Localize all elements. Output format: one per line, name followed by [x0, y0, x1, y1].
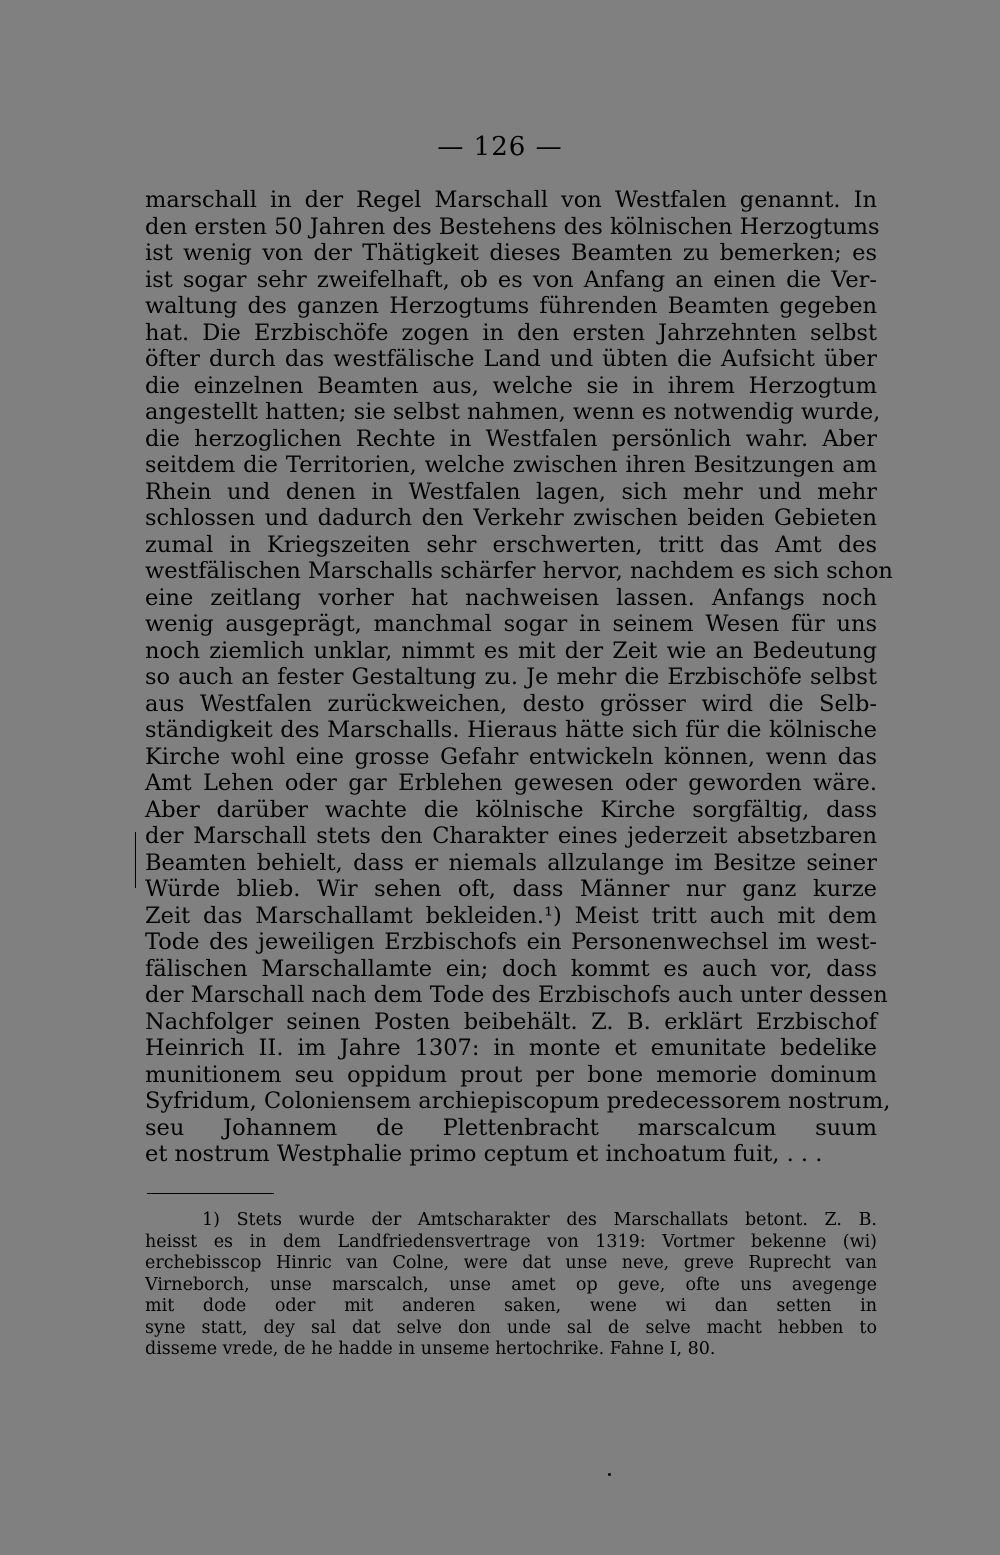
text-line: schlossen und dadurch den Verkehr zwischen beiden Gebieten — [145, 505, 877, 531]
text-line: munitionem seu oppidum prout per bone memorie dominum — [145, 1061, 877, 1088]
text-line: Kirche wohl eine grosse Gefahr entwickeln können, wenn das — [145, 743, 877, 770]
text-line: Amt Lehen oder gar Erblehen gewesen oder geworden wäre. — [145, 770, 877, 796]
text-line: Heinrich II. im Jahre 1307: in monte et emunitate bedelike — [145, 1035, 877, 1061]
footnote-rule — [147, 1193, 274, 1194]
body-text — [145, 187, 893, 1168]
text-line: öfter durch das westfälische Land und übten die Aufsicht über — [145, 346, 877, 372]
text-line: Würde blieb. Wir sehen oft, dass Männer nur ganz kurze — [145, 876, 877, 902]
footnote-line: heisst es in dem Landfriedensvertrage von 1319: Vortmer bekenne (wi) — [145, 1231, 877, 1252]
text-line: die einzelnen Beamten aus, welche sie in ihrem Herzogtum — [145, 372, 877, 399]
text-line: Tode des jeweiligen Erzbischofs ein Personenwechsel im west- — [145, 929, 877, 955]
text-line: die herzoglichen Rechte in Westfalen persönlich wahr. Aber — [145, 425, 877, 452]
margin-bracket — [135, 832, 136, 888]
text-line: et nostrum Westphalie primo ceptum et inchoatum fuit, . . . — [145, 1141, 823, 1167]
footnote-line: disseme vrede, de he hadde in unseme hertochrike. Fahne I, 80. — [145, 1339, 716, 1359]
text-line: ist wenig von der Thätigkeit dieses Beamten zu bemerken; es — [145, 240, 877, 266]
footnote — [145, 1210, 877, 1361]
text-line: eine zeitlang vorher hat nachweisen lassen. Anfangs noch — [145, 584, 877, 611]
text-line: ist sogar sehr zweifelhaft, ob es von Anfang an einen die Ver- — [145, 266, 877, 293]
text-line: zumal in Kriegszeiten sehr erschwerten, tritt das Amt des — [145, 531, 877, 558]
footnote-line: 1) Stets wurde der Amtscharakter des Marschallats betont. Z. B. — [202, 1210, 877, 1230]
page-number: — 126 — — [437, 132, 563, 162]
text-line: Syfridum, Coloniensem archiepiscopum predecessorem nostrum, — [145, 1088, 891, 1114]
text-line: Zeit das Marschallamt bekleiden.¹) Meist tritt auch mit dem — [145, 902, 877, 929]
text-line: Aber darüber wachte die kölnische Kirche sorgfältig, dass — [145, 796, 877, 823]
text-line: hat. Die Erzbischöfe zogen in den ersten Jahrzehnten selbst — [145, 319, 877, 346]
text-line: marschall in der Regel Marschall von Westfalen genannt. In — [145, 187, 877, 213]
text-line: noch ziemlich unklar, nimmt es mit der Zeit wie an Bedeutung — [145, 637, 877, 664]
footnote-line: mit dode oder mit anderen saken, wene wi dan setten in — [145, 1296, 877, 1316]
text-line: so auch an fester Gestaltung zu. Je mehr die Erzbischöfe selbst — [145, 664, 877, 690]
text-line: ständigkeit des Marschalls. Hieraus hätte sich für die kölnische — [145, 717, 877, 743]
text-line: seu Johannem de Plettenbracht marscalcum suum — [145, 1114, 877, 1141]
text-line: Nachfolger seinen Posten beibehält. Z. B. erklärt Erzbischof — [145, 1008, 877, 1035]
text-line: seitdem die Territorien, welche zwischen ihren Besitzungen am — [145, 452, 877, 478]
text-line: den ersten 50 Jahren des Bestehens des kölnischen Herzogtums — [145, 213, 880, 240]
text-line: westfälischen Marschalls schärfer hervor, nachdem es sich schon — [145, 558, 893, 584]
text-line: Rhein und denen in Westfalen lagen, sich mehr und mehr — [145, 478, 877, 505]
text-line: fälischen Marschallamte ein; doch kommt es auch vor, dass — [145, 955, 877, 982]
footnote-line: erchebisscop Hinric van Colne, were dat unse neve, greve Ruprecht van — [145, 1253, 877, 1273]
text-line: angestellt hatten; sie selbst nahmen, wenn es notwendig wurde, — [145, 399, 881, 425]
text-line: Beamten behielt, dass er niemals allzulange im Besitze seiner — [145, 849, 877, 876]
text-line: der Marschall stets den Charakter eines jederzeit absetzbaren — [145, 823, 877, 849]
text-line: wenig ausgeprägt, manchmal sogar in seinem Wesen für uns — [145, 611, 877, 637]
text-line: aus Westfalen zurückweichen, desto grösser wird die Selb- — [145, 690, 877, 717]
footnote-line: syne statt, dey sal dat selve don unde sal de selve macht hebben to — [145, 1317, 877, 1338]
text-line: der Marschall nach dem Tode des Erzbischofs auch unter dessen — [145, 982, 888, 1008]
footnote-line: Virneborch, unse marscalch, unse amet op geve, ofte uns avegenge — [145, 1274, 877, 1295]
scan-speck — [608, 1473, 611, 1476]
text-line: waltung des ganzen Herzogtums führenden Beamten gegeben — [145, 293, 877, 319]
